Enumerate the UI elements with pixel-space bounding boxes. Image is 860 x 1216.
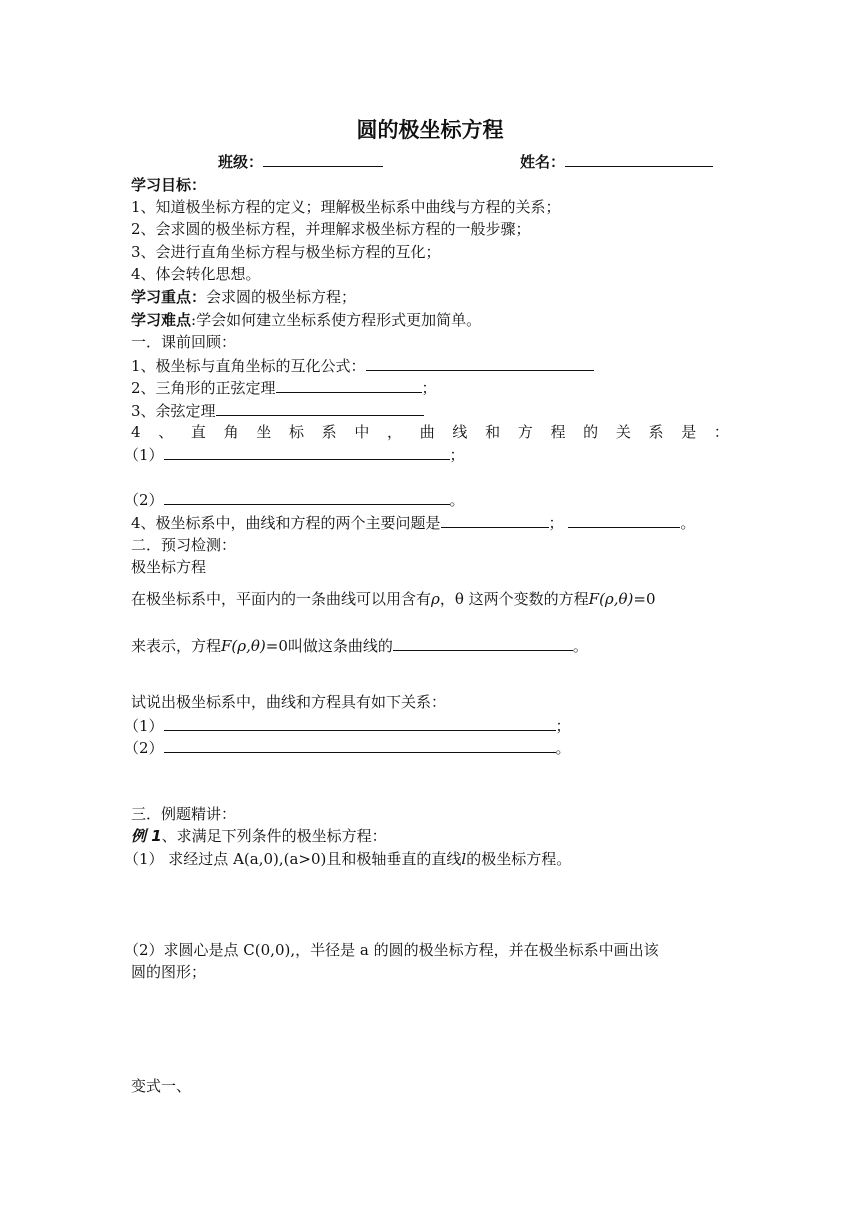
q4-char: 的	[583, 423, 599, 441]
sub2-label: （2）	[124, 739, 164, 757]
preview-heading: 二．预习检测：	[131, 536, 237, 554]
q4-char: 角	[223, 423, 239, 441]
example-1-text: 、求满足下列条件的极坐标方程：	[161, 827, 387, 845]
sub1-end: ；	[555, 717, 571, 735]
problem-blank-1[interactable]	[441, 512, 549, 528]
review-q1	[131, 355, 594, 376]
q4-char: 4	[131, 423, 141, 441]
sub2-end: 。	[449, 491, 465, 509]
review-q2	[131, 377, 437, 398]
goal-item: 1、知道极坐标方程的定义；理解极坐标系中曲线与方程的关系；	[131, 198, 561, 216]
goal-item: 4、体会转化思想。	[131, 265, 261, 283]
q4-char: 关	[615, 423, 631, 441]
sub1-end: ；	[449, 446, 465, 464]
review-q5	[131, 512, 695, 533]
q4-char: 坐	[256, 423, 272, 441]
review-q4-sub2	[124, 489, 465, 510]
q4-char: 是	[681, 423, 697, 441]
q4-char: 系	[648, 423, 664, 441]
review-heading: 一．课前回顾：	[131, 333, 237, 351]
q4-char: 程	[550, 423, 566, 441]
func-symbol: F(ρ,θ)	[221, 637, 266, 655]
example-1-q1	[124, 849, 571, 869]
q4-char: ：	[713, 423, 729, 441]
example-1-label: 例 1	[131, 827, 162, 845]
review-q3	[131, 400, 424, 421]
class-blank[interactable]	[263, 151, 383, 167]
review-q5-end: 。	[680, 514, 696, 532]
q4-char: 标	[288, 423, 304, 441]
examples-heading: 三．例题精讲：	[131, 805, 237, 823]
review-q3-text: 3、余弦定理	[131, 402, 216, 420]
q1-text-b: 的极坐标方程。	[466, 850, 572, 868]
formula-blank[interactable]	[366, 355, 594, 371]
cosine-law-blank[interactable]	[216, 400, 424, 416]
p1-text-a: 在极坐标系中，平面内的一条曲线可以用含有	[131, 590, 432, 608]
q4-char: 直	[190, 423, 206, 441]
example-1-q2: （2）求圆心是点 C(0,0),，半径是 a 的圆的极坐标方程，并在极坐标系中画出该	[124, 941, 659, 959]
name-field	[520, 151, 713, 172]
difficulty-line	[131, 310, 481, 330]
rho-symbol: ρ	[431, 590, 440, 608]
review-q1-text: 1、极坐标与直角坐标的互化公式：	[131, 357, 366, 375]
p2-text-b: 叫做这条曲线的	[287, 637, 393, 655]
p1-text-b: ，θ 这两个变数的方程	[439, 590, 589, 608]
sub1-label: （1）	[124, 446, 164, 464]
preview-subheading: 极坐标方程	[131, 558, 207, 576]
review-q4-sub1	[124, 444, 465, 465]
relation-blank-1[interactable]	[164, 444, 450, 460]
curve-name-blank[interactable]	[393, 635, 573, 651]
difficulty-text: :学会如何建立坐标系使方程形式更加简单。	[191, 311, 482, 329]
p2-text-a: 来表示，方程	[131, 637, 222, 655]
q4-char: 和	[485, 423, 501, 441]
preview-p1	[131, 589, 656, 609]
relation-blank-2[interactable]	[164, 489, 450, 505]
preview-p3: 试说出极坐标系中，曲线和方程具有如下关系：	[131, 693, 447, 711]
review-q5-text: 4、极坐标系中，曲线和方程的两个主要问题是	[131, 514, 441, 532]
sub2-label: （2）	[124, 491, 164, 509]
func-symbol: F(ρ,θ)	[588, 590, 634, 608]
class-field	[218, 151, 383, 172]
review-q2-text: 2、三角形的正弦定理	[131, 379, 276, 397]
q4-char: 中	[354, 423, 370, 441]
eq0-text: =0	[265, 637, 288, 655]
goals-heading: 学习目标：	[131, 176, 207, 194]
q1-text-a: （1） 求经过点 A(a,0),(a>0)且和极轴垂直的直线	[124, 850, 462, 868]
q4-char: 方	[517, 423, 533, 441]
eq0-text: =0	[633, 590, 656, 608]
preview-sub2	[124, 737, 571, 758]
focus-text: 会求圆的极坐标方程；	[206, 288, 357, 306]
review-q4	[131, 422, 729, 442]
q4-char: 、	[158, 423, 174, 441]
curve-relation-blank-1[interactable]	[164, 715, 556, 731]
q4-char: 线	[452, 423, 468, 441]
preview-p2	[131, 635, 588, 656]
q4-char: 曲	[419, 423, 435, 441]
curve-relation-blank-2[interactable]	[164, 737, 556, 753]
problem-blank-2[interactable]	[568, 512, 680, 528]
review-q2-end: ；	[421, 379, 437, 397]
review-q5-mid: ；	[548, 514, 564, 532]
sine-law-blank[interactable]	[276, 377, 422, 393]
example-1-line	[131, 826, 387, 846]
p2-end: 。	[572, 637, 588, 655]
q4-char: ，	[387, 423, 403, 441]
focus-label: 学习重点：	[131, 288, 207, 306]
name-label: 姓名：	[520, 153, 566, 171]
goal-item: 3、会进行直角坐标方程与极坐标方程的互化；	[131, 243, 441, 261]
line-variable: l	[461, 850, 467, 868]
example-1-q2-cont: 圆的图形；	[131, 963, 207, 981]
focus-line	[131, 287, 356, 307]
difficulty-label: 学习难点	[131, 311, 192, 329]
sub1-label: （1）	[124, 717, 164, 735]
page-title: 圆的极坐标方程	[356, 118, 504, 142]
variant-heading: 变式一、	[131, 1077, 192, 1095]
class-label: 班级：	[218, 153, 264, 171]
sub2-end: 。	[555, 739, 571, 757]
name-blank[interactable]	[565, 151, 713, 167]
q4-char: 系	[321, 423, 337, 441]
preview-sub1	[124, 715, 571, 736]
goal-item: 2、会求圆的极坐标方程，并理解求极坐标方程的一般步骤；	[131, 220, 531, 238]
